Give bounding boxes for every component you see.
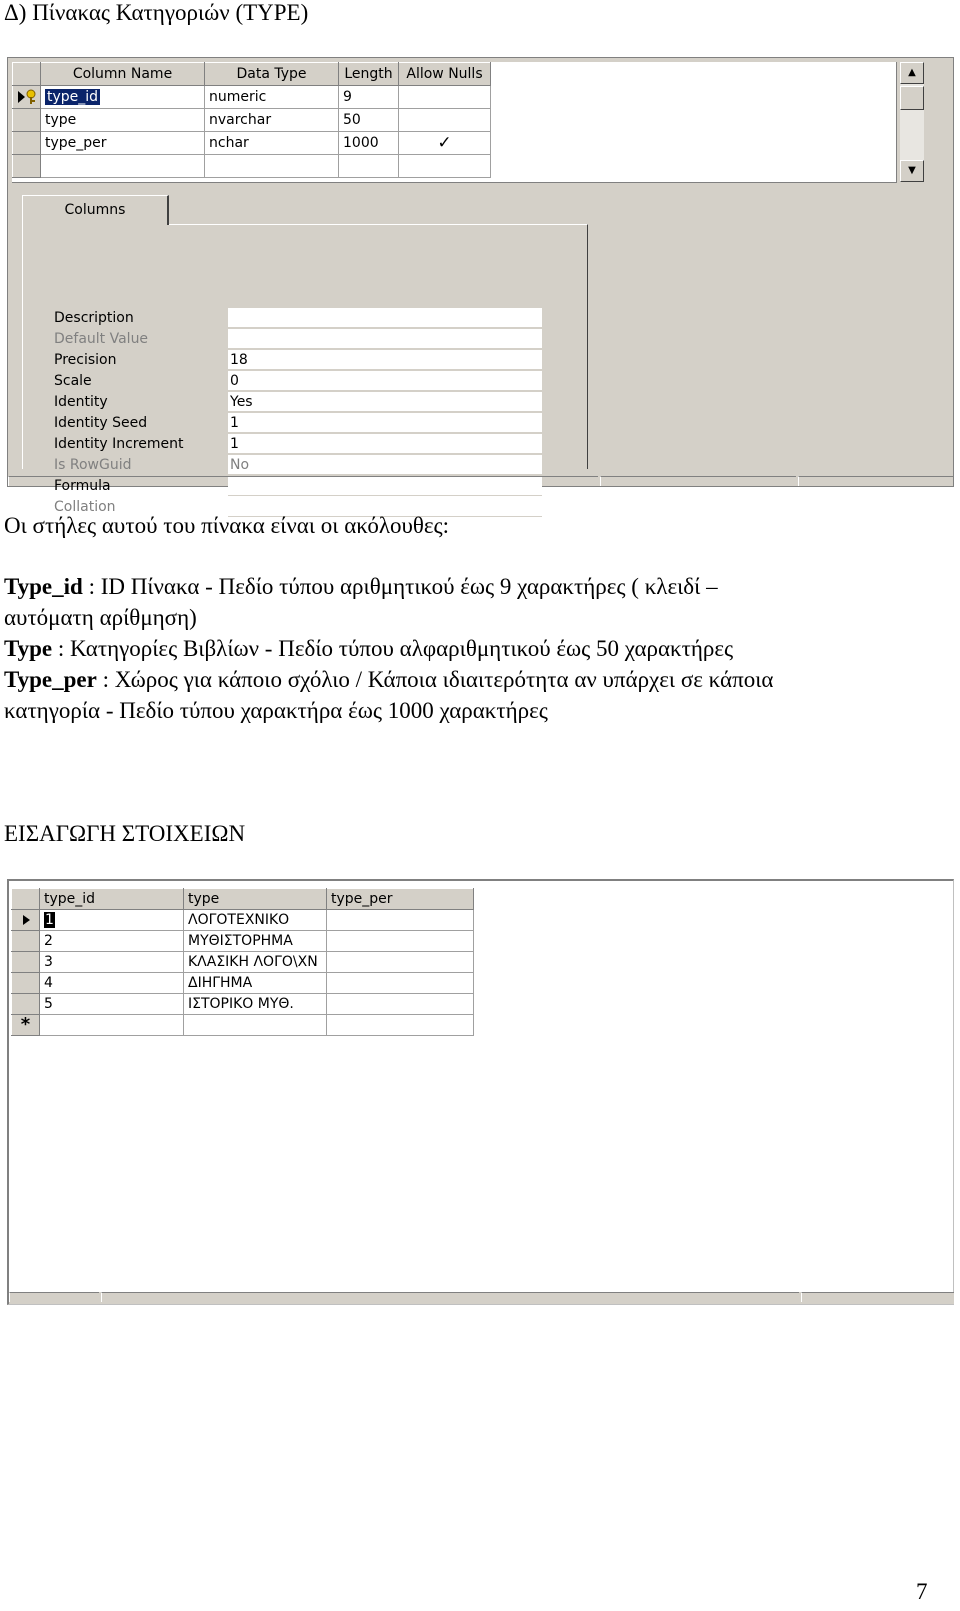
cell-empty[interactable] — [41, 155, 205, 178]
table-designer-window — [7, 57, 954, 515]
property-label: Description — [54, 310, 134, 326]
property-label: Is RowGuid — [54, 457, 132, 473]
row-selector[interactable] — [12, 952, 40, 973]
vertical-scrollbar[interactable] — [900, 62, 924, 182]
status-bar — [8, 476, 953, 486]
cell-column-name[interactable] — [41, 86, 205, 109]
property-value-precision[interactable]: 18 — [228, 350, 542, 370]
cell-type-per[interactable] — [327, 952, 474, 973]
status-segment — [801, 1292, 954, 1302]
description-line — [4, 664, 773, 695]
property-label: Collation — [54, 499, 116, 515]
cell-type-id[interactable]: 3 — [40, 952, 184, 973]
cell-type[interactable]: ΔΙΗΓΗΜΑ — [184, 973, 327, 994]
status-segment — [9, 1292, 99, 1302]
grid-header-row — [12, 889, 474, 910]
cell-type-id[interactable]: 2 — [40, 931, 184, 952]
cell-type-per[interactable] — [327, 910, 474, 931]
property-label: Default Value — [54, 331, 149, 347]
selected-column-name[interactable]: type_id — [47, 89, 99, 105]
row-selector-header — [12, 889, 40, 910]
cell-empty[interactable] — [40, 1015, 184, 1036]
scroll-thumb[interactable] — [900, 86, 924, 110]
cell-length[interactable]: 9 — [339, 86, 399, 109]
current-row-arrow-icon — [20, 913, 32, 927]
description-line — [4, 633, 733, 664]
cell-empty[interactable] — [205, 155, 339, 178]
table-row[interactable] — [12, 952, 474, 973]
field-description: : ID Πίνακα - Πεδίο τύπου αριθμητικού έως 9 χαρακτήρες ( κλειδί – — [82, 574, 718, 599]
table-row[interactable] — [13, 86, 491, 109]
row-selector[interactable] — [13, 109, 41, 132]
property-label: Identity Increment — [54, 436, 184, 452]
status-segment — [101, 1292, 799, 1302]
cell-type[interactable]: ΙΣΤΟΡΙΚΟ ΜΥΘ. — [184, 994, 327, 1015]
table-row-empty[interactable] — [13, 155, 491, 178]
status-segment — [600, 476, 796, 486]
cell-type-id[interactable]: 4 — [40, 973, 184, 994]
table-row[interactable] — [12, 973, 474, 994]
new-row-asterisk-icon[interactable]: * — [12, 1015, 40, 1036]
property-value-identity[interactable]: Yes — [228, 392, 542, 412]
checkmark-icon: ✓ — [437, 133, 452, 153]
property-label: Precision — [54, 352, 117, 368]
cell-empty[interactable] — [327, 1015, 474, 1036]
section-title: Δ) Πίνακας Κατηγοριών (TYPE) — [4, 0, 309, 25]
property-label: Identity Seed — [54, 415, 148, 431]
column-header-data-type[interactable]: Data Type — [205, 63, 339, 86]
cell-type-per[interactable] — [327, 994, 474, 1015]
property-value-scale[interactable]: 0 — [228, 371, 542, 391]
description-line — [4, 602, 197, 633]
cell-empty[interactable] — [184, 1015, 327, 1036]
grid-header-row — [13, 63, 491, 86]
field-description: αυτόματη αρίθμηση) — [4, 605, 197, 630]
property-value-rowguid[interactable]: No — [228, 455, 542, 475]
row-selector[interactable] — [13, 132, 41, 155]
description-line — [4, 695, 548, 726]
tab-columns[interactable]: Columns — [22, 195, 169, 225]
field-description: : Κατηγορίες Βιβλίων - Πεδίο τύπου αλφαριθμητικού έως 50 χαρακτήρες — [52, 636, 734, 661]
status-segment — [8, 476, 598, 486]
cell-length[interactable]: 1000 — [339, 132, 399, 155]
cell-data-type[interactable]: numeric — [205, 86, 339, 109]
cell-type[interactable]: ΛΟΓΟΤΕΧΝΙΚΟ — [184, 910, 327, 931]
column-header-type[interactable]: type — [184, 889, 327, 910]
field-description: κατηγορία - Πεδίο τύπου χαρακτήρα έως 1000 χαρακτήρες — [4, 698, 548, 723]
row-selector[interactable] — [12, 994, 40, 1015]
property-label: Formula — [54, 478, 111, 494]
cell-type-id[interactable]: 5 — [40, 994, 184, 1015]
column-header-type-per[interactable]: type_per — [327, 889, 474, 910]
cell-empty[interactable] — [399, 155, 491, 178]
row-selector-header — [13, 63, 41, 86]
property-label: Scale — [54, 373, 92, 389]
intro-text: Οι στήλες αυτού του πίνακα είναι οι ακόλουθες: — [4, 513, 450, 538]
field-name: Type — [4, 636, 53, 661]
row-selector[interactable] — [12, 973, 40, 994]
row-selector[interactable] — [12, 910, 40, 931]
status-bar — [9, 1292, 954, 1304]
cell-type-per[interactable] — [327, 973, 474, 994]
cell-type-id[interactable] — [40, 910, 184, 931]
cell-allow-nulls[interactable] — [399, 132, 491, 155]
table-row[interactable] — [12, 910, 474, 931]
row-selector[interactable] — [12, 931, 40, 952]
table-row[interactable] — [13, 132, 491, 155]
table-row[interactable] — [12, 931, 474, 952]
data-grid-window — [7, 879, 954, 1305]
column-header-allow-nulls[interactable]: Allow Nulls — [399, 63, 491, 86]
field-name: Type_id — [4, 574, 83, 599]
cell-type[interactable]: ΜΥΘΙΣΤΟΡΗΜΑ — [184, 931, 327, 952]
cell-length[interactable]: 50 — [339, 109, 399, 132]
cell-column-name[interactable]: type_per — [41, 132, 205, 155]
property-value-description[interactable] — [228, 308, 542, 328]
column-properties-panel — [22, 224, 588, 515]
property-value-default[interactable] — [228, 329, 542, 349]
cell-data-type[interactable]: nchar — [205, 132, 339, 155]
cell-empty[interactable] — [339, 155, 399, 178]
field-description: : Χώρος για κάποιο σχόλιο / Κάποια ιδιαιτερότητα αν υπάρχει σε κάποια — [96, 667, 774, 692]
column-header-length[interactable]: Length — [339, 63, 399, 86]
scroll-down-arrow-icon[interactable]: ▼ — [900, 160, 924, 182]
section-heading: ΕΙΣΑΓΩΓΗ ΣΤΟΙΧΕΙΩΝ — [4, 821, 246, 846]
status-segment — [798, 476, 953, 486]
field-name: Type_per — [4, 667, 97, 692]
row-selector[interactable] — [13, 155, 41, 178]
property-value-identity-seed[interactable]: 1 — [228, 413, 542, 433]
active-cell-value[interactable]: 1 — [45, 912, 54, 928]
cell-allow-nulls[interactable] — [399, 86, 491, 109]
property-label: Identity — [54, 394, 108, 410]
data-grid — [11, 888, 474, 1036]
column-header-column-name[interactable]: Column Name — [41, 63, 205, 86]
row-selector[interactable] — [13, 86, 41, 109]
cell-data-type[interactable]: nvarchar — [205, 109, 339, 132]
table-row[interactable] — [13, 109, 491, 132]
scroll-up-arrow-icon[interactable]: ▲ — [900, 62, 924, 84]
table-row[interactable] — [12, 994, 474, 1015]
new-row[interactable] — [12, 1015, 474, 1036]
description-line — [4, 571, 718, 602]
page-number: 7 — [916, 1579, 928, 1604]
cell-column-name[interactable]: type — [41, 109, 205, 132]
column-definition-grid — [12, 62, 897, 183]
cell-type[interactable]: ΚΛΑΣΙΚΗ ΛΟΓΟ\ΧΝ — [184, 952, 327, 973]
column-header-type-id[interactable]: type_id — [40, 889, 184, 910]
current-row-primary-key-icon — [15, 88, 39, 106]
cell-allow-nulls[interactable] — [399, 109, 491, 132]
cell-type-per[interactable] — [327, 931, 474, 952]
property-value-identity-increment[interactable]: 1 — [228, 434, 542, 454]
